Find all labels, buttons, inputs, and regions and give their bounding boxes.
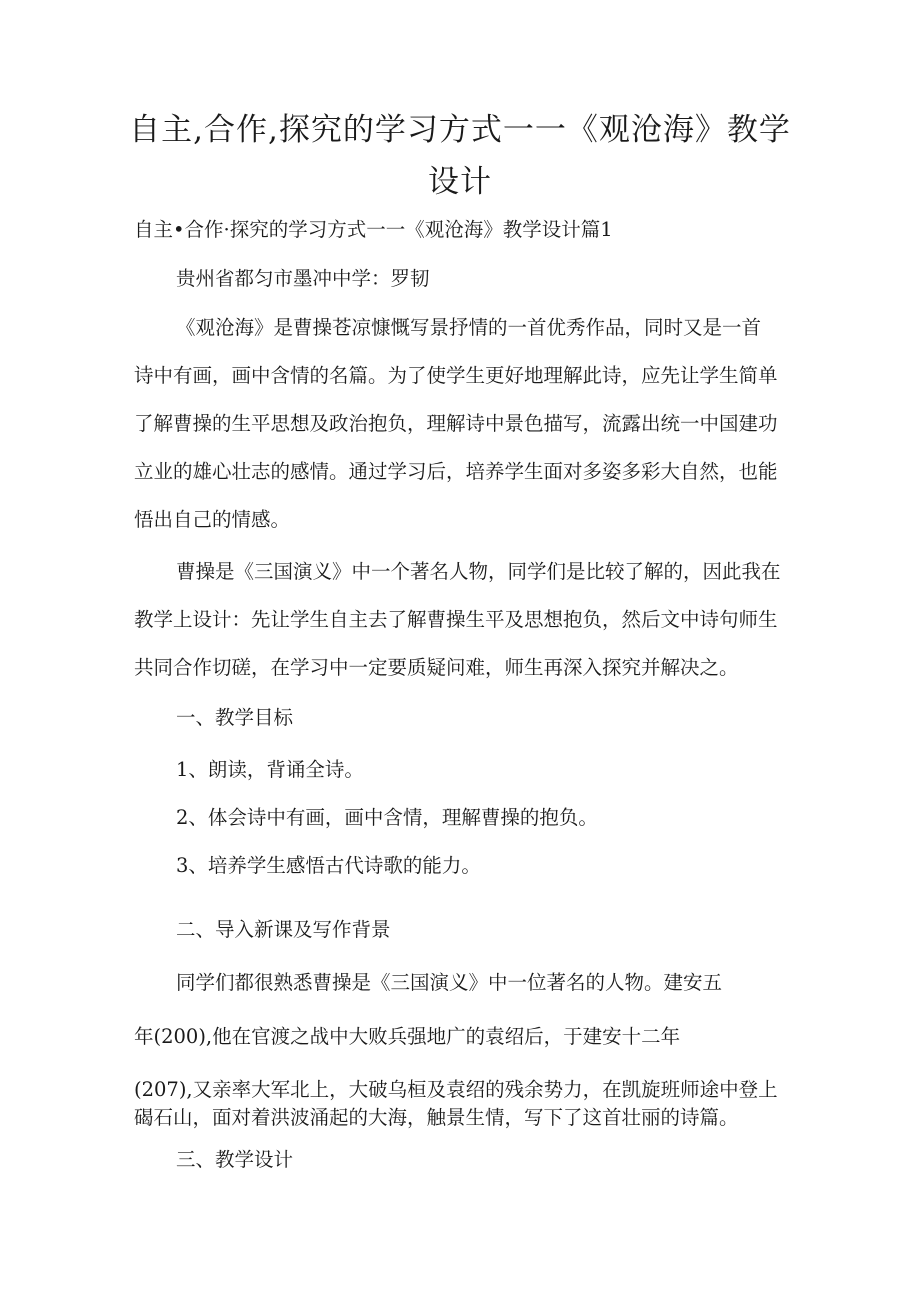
intro-line-2: 诗中有画，画中含情的名篇。为了使学生更好地理解此诗，应先让学生简单	[134, 364, 778, 387]
goal-item-3: 3、培养学生感悟古代诗歌的能力。	[176, 854, 481, 877]
section-heading-background: 二、导入新课及写作背景	[176, 918, 391, 941]
goal-item-2: 2、体会诗中有画，画中含情，理解曹操的抱负。	[176, 806, 598, 829]
background-line-1: 同学们都很熟悉曹操是《三国演义》中一位著名的人物。建安五	[176, 971, 723, 994]
background-line-2: 年(200),他在官渡之战中大败兵强地广的袁绍后，于建安十二年	[134, 1025, 681, 1048]
author-line: 贵州省都匀市墨冲中学：罗韧	[176, 267, 430, 290]
section-heading-goals: 一、教学目标	[176, 706, 294, 729]
background-line-3: (207),又亲率大军北上，大破乌桓及袁绍的残余势力，在凯旋班师途中登上	[134, 1078, 778, 1101]
intro-line-1: 《观沧海》是曹操苍凉慷慨写景抒情的一首优秀作品，同时又是一首	[176, 316, 762, 339]
intro-line-3: 了解曹操的生平思想及政治抱负，理解诗中景色描写，流露出统一中国建功	[134, 412, 778, 435]
intro-line-5: 悟出自己的情感。	[134, 508, 291, 531]
section-heading-design: 三、教学设计	[176, 1148, 294, 1171]
background-line-4: 碣石山，面对着洪波涌起的大海，触景生情，写下了这首壮丽的诗篇。	[134, 1106, 739, 1129]
para2-line-2: 教学上设计：先让学生自主去了解曹操生平及思想抱负，然后文中诗句师生	[134, 608, 778, 631]
document-title-line-2: 设计	[428, 164, 492, 200]
goal-item-1: 1、朗读，背诵全诗。	[176, 758, 364, 781]
document-subtitle: 自主•合作·探究的学习方式一一《观沧海》教学设计篇1	[134, 218, 613, 241]
intro-line-4: 立业的雄心壮志的感情。通过学习后，培养学生面对多姿多彩大自然，也能	[134, 460, 778, 483]
document-title-line-1: 自主,合作,探究的学习方式一一《观沧海》教学	[129, 112, 791, 148]
para2-line-3: 共同合作切磋，在学习中一定要质疑问难，师生再深入探究并解决之。	[134, 656, 739, 679]
para2-line-1: 曹操是《三国演义》中一个著名人物，同学们是比较了解的，因此我在	[176, 560, 781, 583]
